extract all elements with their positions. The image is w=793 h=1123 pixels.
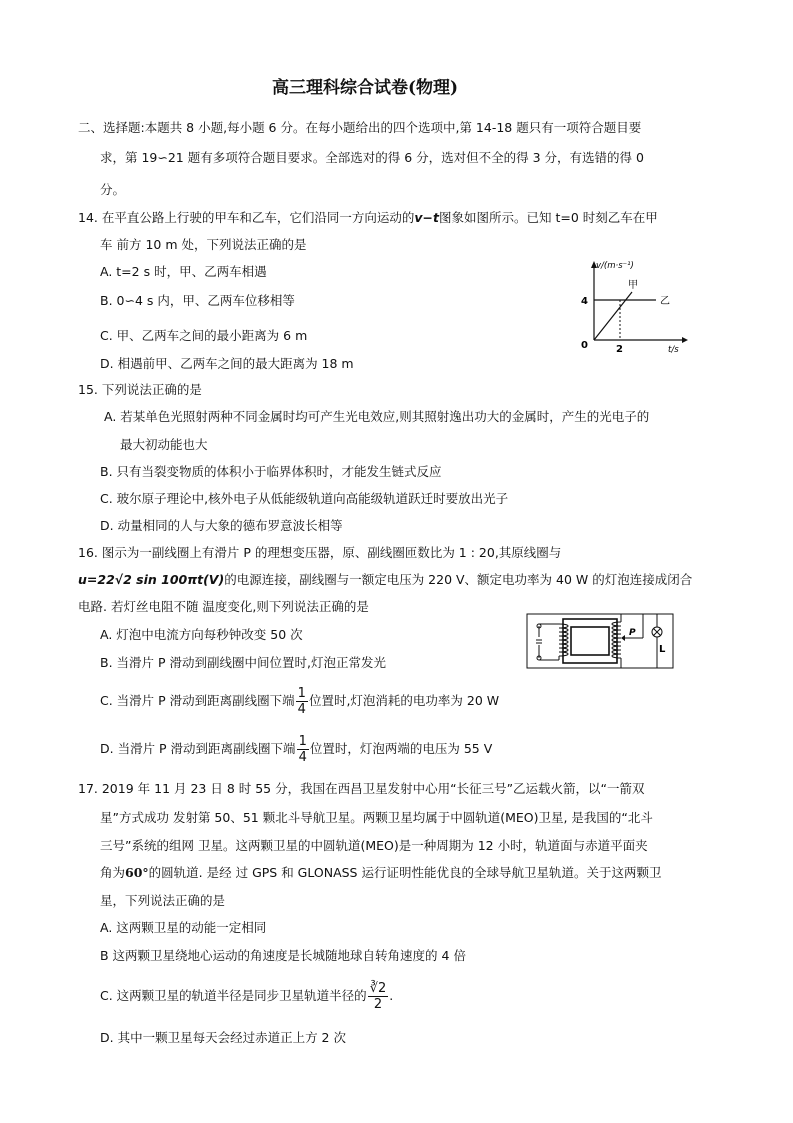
q17-option-c-fraction xyxy=(368,981,389,1012)
graph-y-tick-label: 4 xyxy=(581,296,588,307)
section-intro-line-3: 分。 xyxy=(100,182,126,197)
q14-option-d: D. 相遇前甲、乙两车之间的最大距离为 18 m xyxy=(100,356,354,371)
fraction-denominator: 4 xyxy=(298,750,307,765)
q17-option-d: D. 其中一颗卫星每天会经过赤道正上方 2 次 xyxy=(100,1030,346,1045)
graph-x-tick-label: 2 xyxy=(616,344,623,355)
q16-stem-line-1: 16. 图示为一副线圈上有滑片 P 的理想变压器，原、副线圈匝数比为 1 : 20,其原线圈与 xyxy=(78,545,562,560)
q14-stem-text-b: 图象如图所示。已知 t=0 时刻乙车在甲 xyxy=(438,210,658,225)
q16-option-c-fraction xyxy=(296,686,308,717)
q16-option-c-text-b: 位置时,灯泡消耗的电功率为 20 W xyxy=(308,693,500,708)
fraction-numerator: ∛2 xyxy=(369,981,387,996)
q16-transformer-figure xyxy=(525,612,675,670)
q17-option-a: A. 这两颗卫星的动能一定相同 xyxy=(100,920,267,935)
q17-line-4-text-b: 的圆轨道. 是经 过 GPS 和 GLONASS 运行证明性能优良的全球导航卫星轨道。关于这两颗卫 xyxy=(148,865,662,880)
graph-line-jia xyxy=(594,292,632,340)
q16-voltage-formula: u=22√2 sin 100πt(V) xyxy=(78,572,225,587)
q16-stem-line-3: 电路. 若灯丝电阻不随 温度变化,则下列说法正确的是 xyxy=(78,599,369,614)
q14-option-b: B. 0∽4 s 内，甲、乙两车位移相等 xyxy=(100,293,295,308)
q17-line-5: 星，下列说法正确的是 xyxy=(100,893,226,908)
q17-angle-value: 60° xyxy=(125,865,149,880)
q17-line-4 xyxy=(100,865,661,881)
q15-option-d: D. 动量相同的人与大象的德布罗意波长相等 xyxy=(100,518,343,533)
q16-stem-line-2 xyxy=(78,572,692,588)
graph-x-arrow xyxy=(682,337,688,343)
q15-stem: 15. 下列说法正确的是 xyxy=(78,382,202,397)
q15-option-a-line-2: 最大初动能也大 xyxy=(120,437,208,452)
fraction-denominator: 4 xyxy=(297,702,306,717)
q15-option-b: B. 只有当裂变物质的体积小于临界体积时，才能发生链式反应 xyxy=(100,464,442,479)
fraction-numerator: 1 xyxy=(297,686,306,701)
section-intro-line-1: 二、选择题:本题共 8 小题,每小题 6 分。在每小题给出的四个选项中,第 14-18 题只有一项符合题目要 xyxy=(78,120,642,135)
q14-option-c: C. 甲、乙两车之间的最小距离为 6 m xyxy=(100,328,308,343)
graph-x-axis-label: t/s xyxy=(668,345,679,355)
q16-stem-text-b: 的电源连接，副线圈与一额定电压为 220 V、额定电功率为 40 W 的灯泡连接成闭合 xyxy=(224,572,693,587)
fraction-numerator: 1 xyxy=(298,734,307,749)
q16-option-d-text-b: 位置时，灯泡两端的电压为 55 V xyxy=(309,741,493,756)
q14-option-a: A. t=2 s 时，甲、乙两车相遇 xyxy=(100,264,267,279)
fraction-denominator: 2 xyxy=(373,997,383,1012)
q16-option-c-text-a: C. 当滑片 P 滑动到距离副线圈下端 xyxy=(100,693,295,708)
q16-option-d xyxy=(100,732,492,766)
transformer-core-inner xyxy=(571,627,609,655)
q17-option-c-text-a: C. 这两颗卫星的轨道半径是同步卫星轨道半径的 xyxy=(100,988,367,1003)
q16-option-c xyxy=(100,684,499,718)
q15-option-a-line-1: A. 若某单色光照射两种不同金属时均可产生光电效应,则其照射逸出功大的金属时，产生的光电子的 xyxy=(104,409,650,424)
page-title: 高三理科综合试卷(物理) xyxy=(272,78,459,98)
q14-stem-line-1 xyxy=(78,210,658,226)
q14-stem-line-2: 车 前方 10 m 处，下列说法正确的是 xyxy=(100,237,307,252)
q14-vt-graph xyxy=(570,256,690,356)
q16-option-d-fraction xyxy=(297,734,309,765)
graph-origin-label: 0 xyxy=(581,340,588,351)
q17-line-3: 三号”系统的组网 卫星。这两颗卫星的中圆轨道(MEO)是一种周期为 12 小时，轨道面与赤道平面夹 xyxy=(100,838,648,853)
q14-stem-text-a: 14. 在平直公路上行驶的甲车和乙车，它们沿同一方向运动的 xyxy=(78,210,415,225)
section-intro-line-2: 求，第 19∽21 题有多项符合题目要求。全部选对的得 6 分，选对但不全的得 3 分，有选错的得 0 xyxy=(100,150,644,165)
q14-vt-symbol: v−t xyxy=(414,210,439,225)
slider-p-arrow xyxy=(621,635,625,641)
q17-line-4-text-a: 角为 xyxy=(100,865,126,880)
q16-option-d-text-a: D. 当滑片 P 滑动到距离副线圈下端 xyxy=(100,741,296,756)
graph-label-jia: 甲 xyxy=(628,280,638,291)
q15-option-c: C. 玻尔原子理论中,核外电子从低能级轨道向高能级轨道跃迁时要放出光子 xyxy=(100,491,509,506)
q17-option-c-text-b: . xyxy=(389,988,394,1003)
q17-line-1: 17. 2019 年 11 月 23 日 8 时 55 分，我国在西昌卫星发射中心用“长征三号”乙运载火箭，以“一箭双 xyxy=(78,781,645,796)
q16-option-b: B. 当滑片 P 滑动到副线圈中间位置时,灯泡正常发光 xyxy=(100,655,386,670)
q16-option-a: A. 灯泡中电流方向每秒钟改变 50 次 xyxy=(100,627,303,642)
slider-p-label: P xyxy=(629,628,636,638)
q17-line-2: 星”方式成功 发射第 50、51 颗北斗导航卫星。两颗卫星均属于中圆轨道(MEO)卫星, 是我国的“北斗 xyxy=(100,810,653,825)
lamp-label: L xyxy=(659,644,666,655)
graph-label-yi: 乙 xyxy=(660,296,670,307)
q17-option-c xyxy=(100,978,393,1014)
q17-option-b: B 这两颗卫星绕地心运动的角速度是长城随地球自转角速度的 4 倍 xyxy=(100,948,466,963)
graph-y-axis-label: v/(m·s⁻¹) xyxy=(596,261,634,271)
